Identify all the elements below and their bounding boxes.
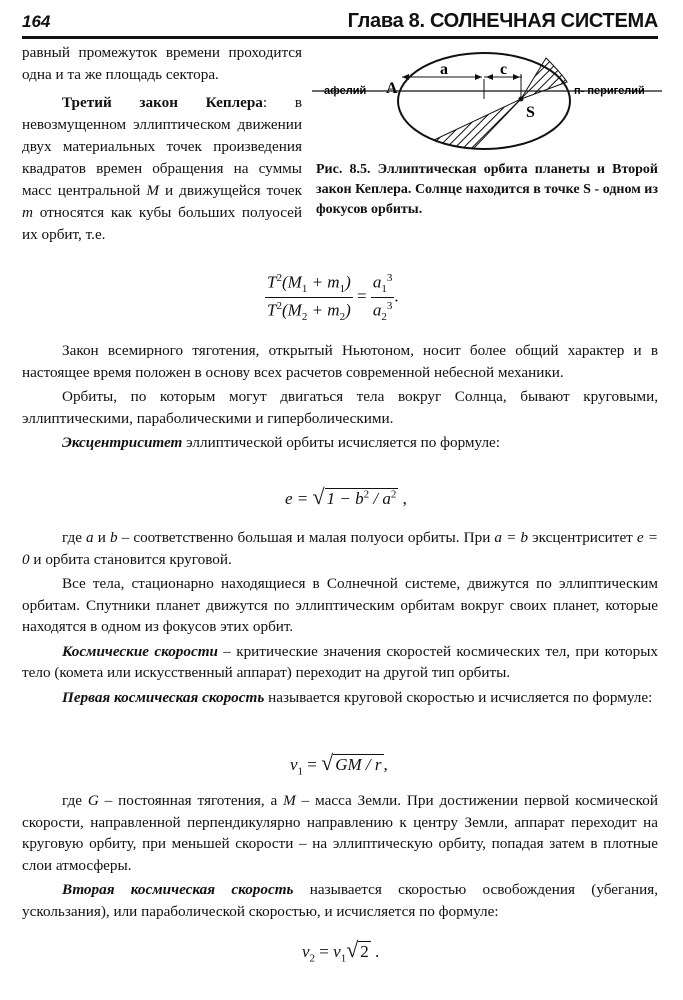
first-velocity-term: Первая космическая скорость	[62, 688, 265, 706]
main-text-2	[22, 527, 658, 708]
kepler-third-law-term: Третий закон Кеплера	[62, 94, 263, 111]
eccentricity-term: Эксцентриситет	[62, 434, 183, 451]
paragraph-orbits: Орбиты, по которым могут двигаться тела вокруг Солнца, бывают круговыми, эллиптическими, параболическими и гиперболическими.	[22, 388, 658, 427]
kepler-third-law-formula: $\frac{T^2(M_1 + m_1)}{T^2(M_2 + m_2)}$ = $\frac{a_1^3}{a_2^3}$ .	[267, 272, 399, 324]
cosmic-velocities-term: Космические скорости	[62, 642, 218, 660]
paragraph-gravity-constant: где G – постоянная тяготения, а M – масса Земли. При достижении первой космической скорости, направленной перпендикулярно направлению к центру Земли, аппарат переходит на круговую орбиту, при меньшей скорости – на эллиптическую орбиту, попадая затем в плотные слои атмосферы.	[22, 792, 658, 874]
main-text-1	[22, 340, 658, 454]
paragraph-semi-axes: где a и b – соответственно большая и малая полуоси орбиты. При a = b эксцентриситет e = 0 и орбита становится круговой.	[22, 529, 659, 568]
focal-distance-label: c	[500, 61, 508, 78]
second-velocity-term: Вторая космическая скорость	[62, 881, 294, 898]
header-rule	[22, 36, 658, 39]
eccentricity-formula: e = √ $1 - b^2 / a^2$ ,	[285, 484, 407, 509]
second-velocity-formula: $v_2 = v_1√$ 2 .	[302, 937, 380, 965]
sector-perihelion	[521, 58, 567, 99]
paragraph-gravitation: Закон всемирного тяготения, открытый Ньютоном, носит более общий характер и в настоящее время положен в основу всех расчетов современной небесной механики.	[22, 342, 658, 381]
first-velocity-formula: $v_1$ = √ GM / r ,	[290, 750, 388, 778]
paragraph-second-velocity: Вторая космическая скорость называется скоростью освобождения (убегания, ускользания), или параболической скоростью, и исчисляется по формуле:	[22, 881, 658, 920]
paragraph-cosmic-velocities: Космические скорости – критические значения скоростей космических тел, при которых тело (комета или искусственный аппарат) переходит на другой тип орбиты.	[22, 642, 658, 681]
sector-aphelion	[434, 99, 521, 148]
chapter-title: Глава 8. СОЛНЕЧНАЯ СИСТЕМА	[347, 10, 658, 32]
left-para-2: Третий закон Кеплера: в невозмущенном эллиптическом движении двух материальных точек произведения квадратов времен обращения на суммы масс центральной M и движущейся точек m относятся как кубы больших полуосей их орбит, т.е.	[22, 94, 302, 243]
left-para-1: равный промежуток времени проходится одна и та же площадь сектора.	[22, 44, 302, 83]
point-a-label: A	[386, 80, 398, 97]
perihelion-label: п- перигелий	[574, 85, 645, 97]
paragraph-satellites: Все тела, стационарно находящиеся в Солнечной системе, движутся по эллиптическим орбитам. Спутники планет движутся по эллиптическим орбитам вокруг своих планет, которые находятся в одном из фокусов этих орбит.	[22, 575, 658, 635]
page-number: 164	[22, 12, 51, 31]
sun-focus-label: S	[526, 104, 535, 121]
paragraph-eccentricity: Эксцентриситет эллиптической орбиты исчисляется по формуле:	[62, 434, 501, 451]
semi-major-label: a	[440, 61, 448, 78]
left-column	[22, 42, 302, 246]
orbit-figure	[312, 44, 662, 154]
figure-caption: Рис. 8.5. Эллиптическая орбита планеты и Второй закон Кеплера. Солнце находится в точке S - одном из фокусов орбиты.	[316, 162, 658, 217]
paragraph-first-velocity: Первая космическая скорость называется круговой скоростью и исчисляется по формуле:	[62, 688, 653, 706]
main-text-3	[22, 790, 658, 922]
aphelion-label: афелий	[324, 85, 367, 97]
